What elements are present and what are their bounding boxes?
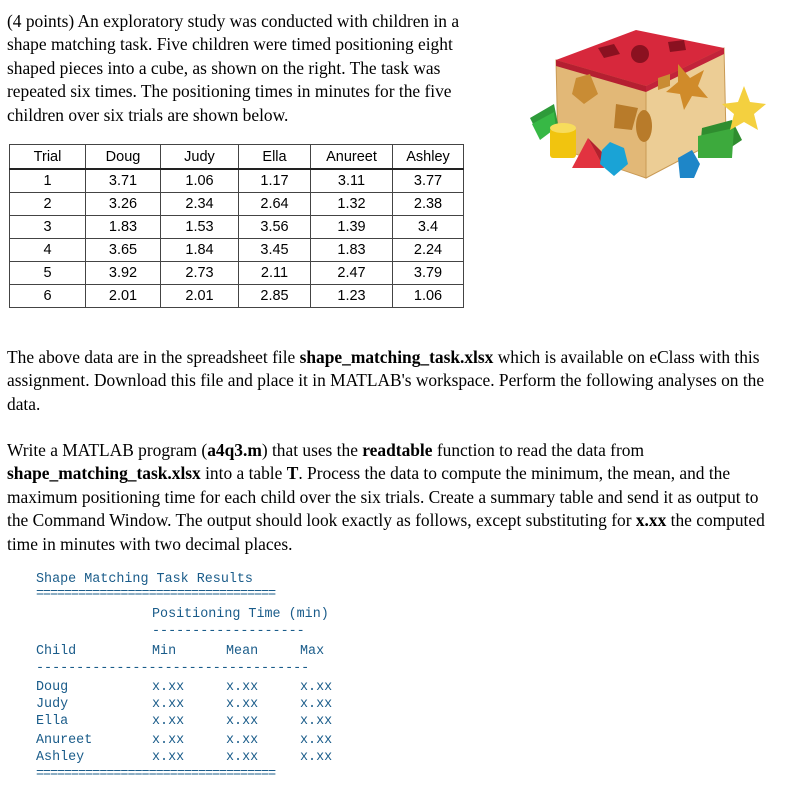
- para1-text-2: which is available on eClass with this assignment. Download this file and place it in MATLAB's workspace. Perform the following analyses on the data.: [7, 347, 765, 414]
- output-row-min: x.xx: [152, 680, 185, 695]
- table-cell: 2.85: [239, 285, 311, 308]
- table-cell: 1.06: [393, 285, 464, 308]
- header-judy: Judy: [161, 145, 239, 170]
- output-rule-sub: -------------------: [152, 624, 305, 639]
- output-row-mean: x.xx: [226, 750, 259, 765]
- output-subheader: Positioning Time (min): [152, 607, 329, 622]
- header-anureet: Anureet: [311, 145, 393, 170]
- output-rule-single: ----------------------------------: [36, 661, 310, 676]
- header-ella: Ella: [239, 145, 311, 170]
- table-cell: 2.34: [161, 193, 239, 216]
- data-file-paragraph: [7, 346, 777, 416]
- table-var-bold: T: [286, 463, 299, 484]
- para2-text-1: Write a MATLAB program (: [7, 440, 208, 460]
- output-row-min: x.xx: [152, 750, 185, 765]
- table-cell: 1.23: [311, 285, 393, 308]
- table-cell: 1.83: [86, 216, 161, 239]
- table-header-row: [10, 145, 464, 170]
- output-row-max: x.xx: [300, 750, 333, 765]
- output-col-mean: Mean: [226, 644, 259, 659]
- output-rule-end: ==================================: [36, 767, 276, 782]
- output-row-mean: x.xx: [226, 714, 259, 729]
- table-cell: 1: [10, 169, 86, 193]
- table-cell: 6: [10, 285, 86, 308]
- table-cell: 2.01: [161, 285, 239, 308]
- table-cell: 3.45: [239, 239, 311, 262]
- table-cell: 2.38: [393, 193, 464, 216]
- output-col-min: Min: [152, 644, 177, 659]
- table-cell: 1.39: [311, 216, 393, 239]
- table-cell: 2.11: [239, 262, 311, 285]
- header-ashley: Ashley: [393, 145, 464, 170]
- intro-paragraph: (4 points) An exploratory study was conducted with children in a shape matching task. Five children were timed positioning eight shaped pieces into a cube, as shown on the right. The task was repeated six times. The positioning times in minutes for the five children over six trials are shown below.: [7, 11, 460, 125]
- table-cell: 3.26: [86, 193, 161, 216]
- output-row-child: Anureet: [36, 733, 93, 748]
- header-doug: Doug: [86, 145, 161, 170]
- placeholder-bold: x.xx: [635, 510, 667, 531]
- output-row-max: x.xx: [300, 697, 333, 712]
- table-cell: 3.79: [393, 262, 464, 285]
- output-row-child: Doug: [36, 680, 69, 695]
- output-rule-double: ==================================: [36, 587, 276, 602]
- program-name-bold: a4q3.m: [207, 440, 262, 460]
- output-row-max: x.xx: [300, 733, 333, 748]
- output-row-child: Ella: [36, 714, 69, 729]
- para1-text-1: The above data are in the spreadsheet file: [7, 347, 300, 367]
- output-col-child: Child: [36, 644, 77, 659]
- output-row-mean: x.xx: [226, 733, 259, 748]
- table-cell: 3.4: [393, 216, 464, 239]
- table-cell: 3.65: [86, 239, 161, 262]
- table-cell: 3.71: [86, 169, 161, 193]
- table-cell: 2.24: [393, 239, 464, 262]
- table-cell: 4: [10, 239, 86, 262]
- output-row-mean: x.xx: [226, 680, 259, 695]
- output-row-max: x.xx: [300, 680, 333, 695]
- output-title: Shape Matching Task Results: [36, 572, 253, 587]
- table-cell: 1.32: [311, 193, 393, 216]
- output-row-min: x.xx: [152, 714, 185, 729]
- para2-text-3: function to read the data from: [432, 440, 644, 460]
- table-cell: 2.64: [239, 193, 311, 216]
- table-cell: 3.92: [86, 262, 161, 285]
- output-row-min: x.xx: [152, 697, 185, 712]
- table-cell: 2.47: [311, 262, 393, 285]
- para2-text-6: the computed time in minutes with two decimal places.: [7, 510, 765, 554]
- table-cell: 2.73: [161, 262, 239, 285]
- table-cell: 3.11: [311, 169, 393, 193]
- output-row-child: Ashley: [36, 750, 85, 765]
- output-row-child: Judy: [36, 697, 69, 712]
- header-trial: Trial: [10, 145, 86, 170]
- para2-text-5: . Process the data to compute the minimum, the mean, and the maximum positioning time for each child over the six trials. Create a summary table and send it as output to the Command Window. The output should look exactly as follows, except substituting for: [7, 463, 759, 531]
- table-cell: 5: [10, 262, 86, 285]
- table-cell: 3.56: [239, 216, 311, 239]
- output-row-min: x.xx: [152, 733, 185, 748]
- filename-bold-2: shape_matching_task.xlsx: [7, 463, 201, 484]
- positioning-times-table: [9, 144, 464, 308]
- instructions-paragraph: [7, 439, 777, 556]
- table-cell: 3: [10, 216, 86, 239]
- table-cell: 1.06: [161, 169, 239, 193]
- table-cell: 2.01: [86, 285, 161, 308]
- table-cell: 3.77: [393, 169, 464, 193]
- table-cell: 2: [10, 193, 86, 216]
- output-row-max: x.xx: [300, 714, 333, 729]
- table-cell: 1.84: [161, 239, 239, 262]
- output-col-max: Max: [300, 644, 325, 659]
- table-row: [10, 216, 464, 239]
- filename-bold: shape_matching_task.xlsx: [299, 347, 494, 367]
- table-row: [10, 169, 464, 193]
- function-name-bold: readtable: [362, 440, 433, 460]
- output-row-mean: x.xx: [226, 697, 259, 712]
- table-row: [10, 239, 464, 262]
- para2-text-2: ) that uses the: [261, 440, 363, 460]
- table-cell: 1.53: [161, 216, 239, 239]
- table-cell: 1.17: [239, 169, 311, 193]
- table-row: [10, 193, 464, 216]
- table-row: [10, 285, 464, 308]
- para2-text-4: into a table: [200, 463, 287, 484]
- table-cell: 1.83: [311, 239, 393, 262]
- table-row: [10, 262, 464, 285]
- shape-sorter-cube-icon: [528, 8, 784, 196]
